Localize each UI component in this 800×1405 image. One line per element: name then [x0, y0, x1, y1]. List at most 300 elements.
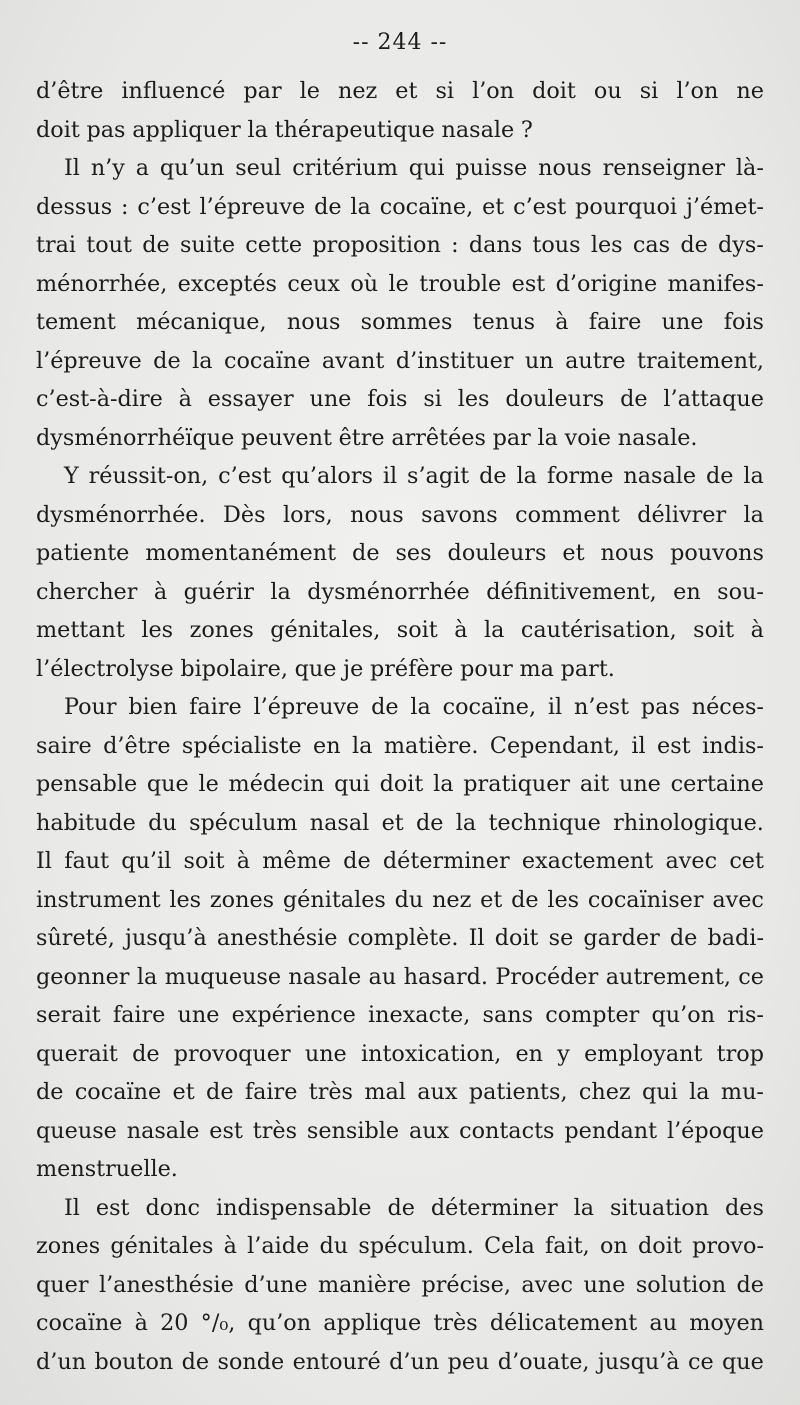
- word: à: [178, 386, 192, 412]
- word: matière.: [383, 732, 479, 759]
- word: dysménorrhée: [307, 578, 470, 605]
- word: génitales: [110, 1233, 214, 1259]
- word: la: [350, 193, 371, 220]
- text-line: [36, 303, 764, 342]
- word: il: [382, 463, 398, 489]
- word: pendant: [564, 1117, 658, 1144]
- word: fois: [367, 386, 408, 412]
- word: de: [387, 1194, 415, 1221]
- word: Cela: [484, 1233, 535, 1259]
- word: l’électrolyse: [36, 655, 174, 682]
- word: l’épreuve: [36, 347, 142, 374]
- word: les: [590, 232, 623, 258]
- word: influencé: [121, 78, 226, 104]
- word: provo-: [692, 1233, 764, 1259]
- word: renseigner: [602, 155, 726, 181]
- word: Il: [64, 1194, 80, 1221]
- word: et: [480, 886, 503, 913]
- word: jusqu’à: [125, 925, 207, 951]
- word: par: [243, 78, 282, 104]
- word: l’on: [676, 78, 719, 104]
- text-line: [36, 804, 764, 843]
- text-line: [36, 1304, 764, 1343]
- word: si: [639, 78, 659, 104]
- word: indis-: [702, 732, 764, 759]
- word: il: [631, 732, 646, 759]
- text-line: [36, 1343, 764, 1382]
- word: à: [153, 578, 168, 605]
- text-line: [36, 72, 764, 111]
- word: spécialiste: [181, 732, 302, 759]
- word: donc: [145, 1194, 201, 1221]
- word: les: [141, 617, 174, 643]
- word: préfère: [369, 655, 454, 682]
- word: qu’il: [121, 848, 172, 874]
- word: d’une: [244, 1271, 308, 1298]
- word: à: [750, 617, 764, 643]
- word: trai: [36, 232, 77, 258]
- word: j’émet-: [685, 193, 764, 220]
- word: exactement: [521, 848, 654, 874]
- word: essayer: [207, 386, 294, 412]
- word: bipolaire,: [180, 655, 288, 682]
- text-line: [36, 1189, 764, 1228]
- word: on: [600, 1233, 628, 1259]
- word: ce: [738, 963, 764, 990]
- word: la: [136, 963, 158, 990]
- word: voie: [564, 424, 612, 451]
- word: qui: [334, 771, 370, 797]
- word: pensable: [36, 771, 138, 797]
- word: précise,: [421, 1271, 511, 1298]
- word: déterminer: [382, 848, 510, 874]
- word: mécanique,: [136, 309, 267, 335]
- word: nez: [432, 886, 472, 913]
- text-line: [36, 688, 764, 727]
- word: technique: [488, 809, 601, 836]
- text-line: [36, 1227, 764, 1266]
- word: employant: [584, 1040, 703, 1067]
- word: nasal: [309, 809, 370, 836]
- text-line: [36, 765, 764, 804]
- word: a: [135, 155, 150, 181]
- word: d’origine: [555, 270, 658, 297]
- word: l’anesthésie: [98, 1271, 234, 1298]
- text-line: [36, 727, 764, 766]
- word: Cependant,: [489, 732, 620, 759]
- word: la: [247, 116, 268, 143]
- word: des: [725, 1194, 764, 1221]
- word: doit: [36, 116, 80, 143]
- word: contacts: [459, 1117, 555, 1144]
- word: nous: [286, 309, 341, 335]
- word: complète.: [347, 925, 459, 951]
- word: du: [319, 1233, 349, 1259]
- word: à: [236, 848, 251, 874]
- word: soit: [396, 617, 438, 643]
- word: la: [689, 1079, 710, 1105]
- word: °/₀,: [200, 1310, 236, 1336]
- word: le: [299, 78, 320, 104]
- word: avec: [712, 886, 764, 913]
- word: autrement,: [605, 963, 731, 990]
- word: tout: [86, 232, 132, 258]
- word: d’un: [389, 1348, 440, 1375]
- word: le: [198, 771, 219, 797]
- word: ait: [579, 771, 610, 797]
- word: les: [457, 386, 490, 412]
- text-line: [36, 958, 764, 997]
- word: rhinologique.: [613, 809, 764, 836]
- word: c’est: [218, 463, 272, 489]
- text-line: [36, 534, 764, 573]
- word: sans: [482, 1002, 534, 1028]
- word: que: [294, 655, 337, 682]
- word: sommes: [360, 309, 453, 335]
- word: une: [309, 386, 352, 412]
- word: ses: [395, 540, 432, 566]
- word: et: [172, 1079, 195, 1105]
- word: qu’on: [247, 1310, 312, 1336]
- word: lors,: [282, 501, 333, 528]
- word: la: [455, 809, 477, 836]
- word: puisse: [455, 155, 528, 181]
- word: zones: [189, 617, 254, 643]
- word: n’y: [90, 155, 125, 181]
- word: savons: [421, 501, 498, 528]
- word: cocaïne: [224, 347, 311, 374]
- word: médecin: [228, 771, 325, 797]
- word: :: [121, 193, 129, 220]
- word: cocaïne: [74, 1079, 162, 1105]
- word: faire: [588, 309, 642, 335]
- word: entouré: [292, 1348, 381, 1375]
- word: nasale: [126, 1117, 200, 1144]
- word: chez: [578, 1079, 631, 1105]
- word: applique: [323, 1310, 422, 1336]
- word: autre: [565, 347, 626, 374]
- word: faire: [112, 1002, 166, 1028]
- word: est: [657, 732, 691, 759]
- word: avant: [321, 347, 385, 374]
- word: l’aide: [247, 1233, 310, 1259]
- word: de: [511, 886, 539, 913]
- word: un: [524, 347, 554, 374]
- word: génitales: [282, 886, 386, 913]
- word: nasale: [288, 963, 362, 990]
- word: de: [153, 347, 181, 374]
- word: de: [142, 232, 170, 258]
- word: au: [368, 963, 397, 990]
- word: ceux: [287, 270, 340, 297]
- text-line: [36, 457, 764, 496]
- word: intoxication,: [360, 1040, 502, 1067]
- word: zones: [36, 1233, 101, 1259]
- word: qui: [642, 1079, 678, 1105]
- word: appliquer: [132, 116, 241, 143]
- word: les: [547, 886, 580, 913]
- word: être: [338, 424, 385, 451]
- word: instrument: [36, 886, 161, 913]
- word: ?: [520, 116, 533, 143]
- word: qu’on: [651, 1002, 716, 1028]
- text-line: [36, 919, 764, 958]
- text-line: [36, 573, 764, 612]
- word: critérium: [292, 155, 398, 181]
- word: est: [511, 270, 546, 297]
- text-line: [36, 380, 764, 419]
- word: Pour: [64, 694, 117, 720]
- word: au: [649, 1310, 678, 1336]
- word: bouton: [94, 1348, 174, 1375]
- word: délicatement: [489, 1310, 638, 1336]
- word: douleurs: [505, 386, 605, 412]
- word: l’époque: [666, 1117, 764, 1144]
- text-line: [36, 1150, 764, 1189]
- word: part.: [560, 655, 615, 682]
- word: Dès: [223, 501, 266, 528]
- word: pas: [86, 116, 126, 143]
- word: peu: [447, 1348, 490, 1375]
- word: la: [351, 732, 373, 759]
- word: dans: [468, 232, 523, 258]
- word: spéculum.: [358, 1233, 474, 1259]
- word: aux: [408, 1117, 450, 1144]
- word: soit: [693, 617, 735, 643]
- word: dysménorrhéïque: [36, 424, 235, 451]
- text-line: [36, 188, 764, 227]
- word: Il: [468, 925, 485, 951]
- word: qu’alors: [281, 463, 373, 489]
- word: de: [416, 809, 444, 836]
- word: ménorrhée,: [36, 270, 168, 297]
- word: mettant: [36, 617, 125, 643]
- word: fois: [723, 309, 764, 335]
- text-line: [36, 149, 764, 188]
- word: de: [620, 386, 648, 412]
- body-text: [36, 72, 764, 1381]
- word: guérir: [183, 578, 254, 605]
- word: :: [451, 232, 459, 258]
- word: du: [148, 809, 177, 836]
- word: même: [262, 848, 331, 874]
- word: est: [209, 1117, 243, 1144]
- word: doit: [532, 78, 576, 104]
- word: que: [146, 771, 189, 797]
- word: qui: [408, 155, 445, 181]
- word: pour: [460, 655, 513, 682]
- word: Il: [36, 848, 52, 874]
- word: réussit-on,: [88, 463, 209, 489]
- word: geonner: [36, 963, 130, 990]
- text-line: [36, 611, 764, 650]
- word: exceptés: [177, 270, 277, 297]
- word: badi-: [707, 925, 764, 951]
- word: ce: [687, 1348, 714, 1375]
- word: traitement,: [637, 347, 764, 374]
- word: habitude: [36, 809, 136, 836]
- word: sou-: [717, 578, 764, 605]
- word: par: [492, 424, 531, 451]
- word: avec: [665, 848, 718, 874]
- word: mal: [364, 1079, 406, 1105]
- word: cas: [632, 232, 671, 258]
- word: si: [435, 78, 455, 104]
- word: anesthésie: [216, 925, 338, 951]
- word: sonde: [217, 1348, 285, 1375]
- word: cocaïne,: [442, 694, 537, 720]
- word: s’agit: [407, 463, 470, 489]
- word: et: [381, 809, 404, 836]
- text-line: [36, 996, 764, 1035]
- word: une: [583, 1271, 626, 1298]
- word: une: [304, 1040, 347, 1067]
- word: cocaïne,: [379, 193, 474, 220]
- word: nous: [350, 501, 404, 528]
- word: spéculum: [189, 809, 298, 836]
- word: sûreté,: [36, 925, 115, 951]
- text-line: [36, 496, 764, 535]
- word: ou: [593, 78, 622, 104]
- word: Il: [64, 155, 80, 181]
- word: indispensable: [215, 1194, 372, 1221]
- word: doit: [379, 771, 424, 797]
- word: c’est: [137, 193, 191, 220]
- word: solution: [635, 1271, 727, 1298]
- word: avec: [521, 1271, 573, 1298]
- word: cocaïne: [36, 1310, 123, 1336]
- word: une: [661, 309, 704, 335]
- word: chercher: [36, 578, 138, 605]
- text-line: [36, 881, 764, 920]
- word: dessus: [36, 193, 113, 220]
- word: à: [223, 1233, 237, 1259]
- word: est: [95, 1194, 130, 1221]
- word: pouvons: [670, 540, 764, 566]
- word: la: [743, 501, 764, 528]
- word: très: [252, 1117, 298, 1144]
- word: la: [433, 771, 454, 797]
- word: quer: [36, 1271, 89, 1298]
- word: soit: [183, 848, 225, 874]
- word: tous: [532, 232, 581, 258]
- word: certaine: [670, 771, 764, 797]
- word: de: [680, 232, 708, 258]
- text-line: [36, 1035, 764, 1074]
- word: tenus: [472, 309, 536, 335]
- word: une: [618, 771, 661, 797]
- word: ris-: [727, 1002, 764, 1028]
- word: du: [394, 886, 424, 913]
- word: c’est-à-dire: [36, 386, 163, 412]
- word: nous: [600, 540, 655, 566]
- text-line: [36, 842, 764, 881]
- word: que: [722, 1348, 764, 1375]
- word: qu’un: [159, 155, 225, 181]
- word: là-: [735, 155, 764, 181]
- word: et: [482, 193, 505, 220]
- text-line: [36, 650, 764, 689]
- word: suite: [179, 232, 236, 258]
- word: de: [352, 540, 380, 566]
- word: proposition: [312, 232, 441, 258]
- word: la: [537, 424, 558, 451]
- word: pas: [640, 694, 680, 720]
- word: ne: [736, 78, 764, 104]
- text-line: [36, 265, 764, 304]
- word: et: [395, 78, 418, 104]
- word: pourquoi: [575, 193, 678, 220]
- word: la: [483, 617, 505, 643]
- word: où: [350, 270, 379, 297]
- word: saire: [36, 732, 92, 759]
- word: définitivement,: [486, 578, 657, 605]
- text-line: [36, 226, 764, 265]
- word: Procéder: [495, 963, 599, 990]
- word: génitales,: [270, 617, 381, 643]
- word: momentanément: [145, 540, 337, 566]
- word: queuse: [36, 1117, 117, 1144]
- text-line: [36, 342, 764, 381]
- word: y: [557, 1040, 570, 1067]
- word: le: [388, 270, 409, 297]
- word: peuvent: [240, 424, 332, 451]
- word: n’est: [574, 694, 630, 720]
- word: dys-: [718, 232, 764, 258]
- word: ma: [519, 655, 554, 682]
- word: et: [562, 540, 585, 566]
- word: seul: [235, 155, 282, 181]
- word: la: [743, 463, 764, 489]
- word: à: [134, 1310, 148, 1336]
- word: doit: [638, 1233, 682, 1259]
- word: la: [192, 347, 213, 374]
- word: l’attaque: [663, 386, 764, 412]
- text-line: [36, 1073, 764, 1112]
- word: tement: [36, 309, 116, 335]
- word: à: [555, 309, 569, 335]
- text-line: [36, 1112, 764, 1151]
- text-line: [36, 419, 764, 458]
- word: forme: [546, 463, 614, 489]
- word: faire: [189, 694, 242, 720]
- word: très: [308, 1079, 353, 1105]
- word: déterminer: [430, 1194, 558, 1221]
- word: zones: [209, 886, 275, 913]
- word: 20: [160, 1310, 189, 1336]
- word: d’être: [36, 78, 104, 104]
- word: mu-: [720, 1079, 764, 1105]
- word: délivrer: [637, 501, 727, 528]
- word: les: [169, 886, 202, 913]
- word: patients,: [468, 1079, 568, 1105]
- word: moyen: [689, 1310, 764, 1336]
- word: fait,: [545, 1233, 590, 1259]
- word: l’épreuve: [253, 694, 360, 720]
- word: compter: [545, 1002, 640, 1028]
- word: d’être: [103, 732, 171, 759]
- word: la: [573, 1194, 595, 1221]
- word: de: [206, 1079, 234, 1105]
- word: en: [673, 578, 701, 605]
- word: en: [515, 1040, 544, 1067]
- word: garder: [583, 925, 660, 951]
- word: de: [314, 193, 342, 220]
- word: aux: [417, 1079, 458, 1105]
- word: arrêtées: [391, 424, 486, 451]
- word: nasale: [441, 116, 515, 143]
- word: menstruelle.: [36, 1156, 178, 1182]
